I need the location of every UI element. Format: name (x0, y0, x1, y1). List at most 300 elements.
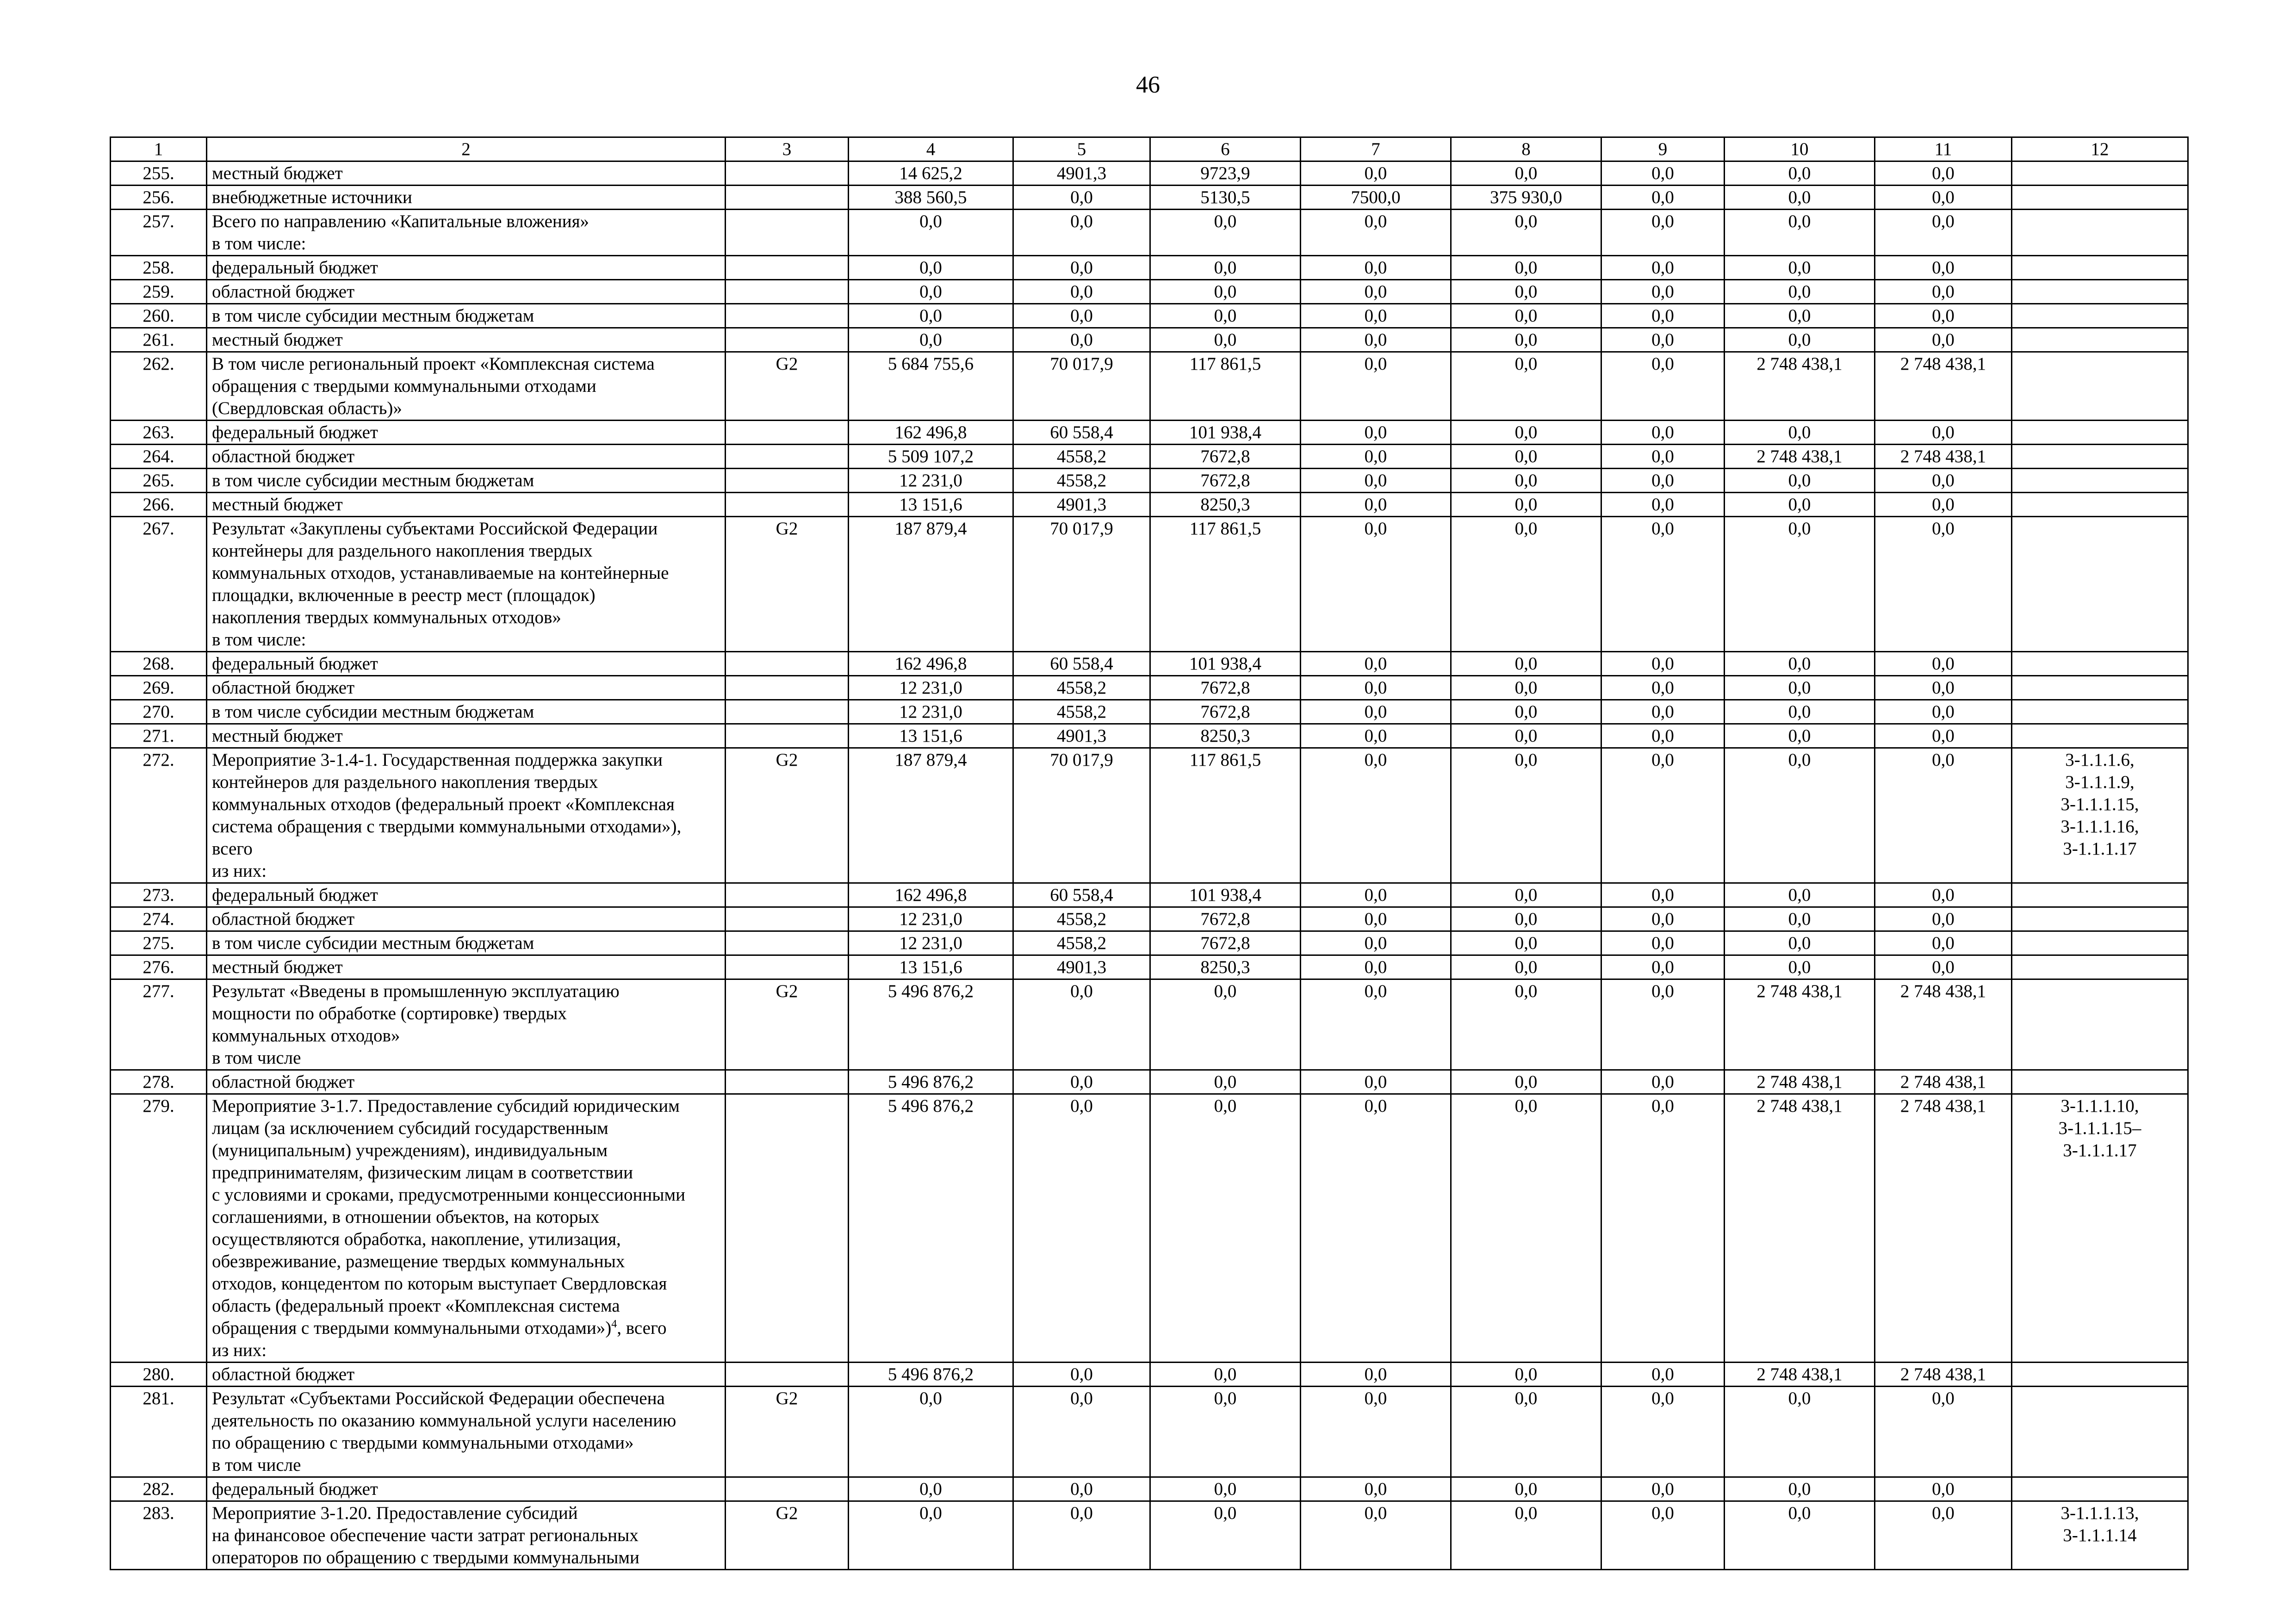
value-cell: 0,0 (1725, 304, 1875, 328)
row-number-cell: 279. (111, 1094, 207, 1363)
row-number-cell: 262. (111, 352, 207, 421)
value-cell: 0,0 (1013, 304, 1150, 328)
value-cell: 0,0 (1601, 517, 1725, 652)
value-cell: 0,0 (1601, 1363, 1725, 1387)
value-cell: 0,0 (1601, 1501, 1725, 1570)
code-cell (726, 469, 849, 493)
value-cell: 0,0 (1601, 955, 1725, 979)
column-header: 6 (1150, 137, 1301, 161)
reference-cell (2012, 652, 2188, 676)
value-cell: 0,0 (1301, 1094, 1451, 1363)
row-number-cell: 256. (111, 186, 207, 210)
value-cell: 2 748 438,1 (1875, 1094, 2012, 1363)
value-cell: 0,0 (849, 210, 1013, 256)
value-cell: 162 496,8 (849, 652, 1013, 676)
column-header: 8 (1451, 137, 1601, 161)
value-cell: 2 748 438,1 (1725, 352, 1875, 421)
description-cell: Мероприятие 3-1.4-1. Государственная поддержка закупки контейнеров для раздельного накопления твердых коммунальных отходов (федеральный проект «Комплексная система обращения с твердыми коммунальными отходами»), всего из них: (207, 748, 726, 883)
value-cell: 12 231,0 (849, 469, 1013, 493)
code-cell (726, 186, 849, 210)
description-cell: в том числе субсидии местным бюджетам (207, 931, 726, 955)
value-cell: 0,0 (1875, 748, 2012, 883)
value-cell: 0,0 (1875, 186, 2012, 210)
value-cell: 0,0 (1451, 161, 1601, 186)
code-cell (726, 955, 849, 979)
reference-cell (2012, 1387, 2188, 1477)
reference-cell (2012, 724, 2188, 748)
value-cell: 0,0 (1301, 955, 1451, 979)
code-cell (726, 1363, 849, 1387)
table-row (111, 445, 2188, 469)
value-cell: 7672,8 (1150, 931, 1301, 955)
table-row (111, 304, 2188, 328)
value-cell: 0,0 (1725, 161, 1875, 186)
value-cell: 0,0 (1875, 724, 2012, 748)
value-cell: 0,0 (1451, 907, 1601, 931)
code-cell (726, 1477, 849, 1501)
value-cell: 7672,8 (1150, 700, 1301, 724)
reference-cell (2012, 328, 2188, 352)
value-cell: 0,0 (1451, 256, 1601, 280)
value-cell: 7672,8 (1150, 676, 1301, 700)
value-cell: 0,0 (1601, 748, 1725, 883)
code-cell (726, 652, 849, 676)
reference-cell (2012, 883, 2188, 907)
table-row (111, 1094, 2188, 1363)
value-cell: 0,0 (1725, 210, 1875, 256)
description-cell: местный бюджет (207, 493, 726, 517)
description-cell: федеральный бюджет (207, 652, 726, 676)
code-cell (726, 931, 849, 955)
reference-cell: 3-1.1.1.6, 3-1.1.1.9, 3-1.1.1.15, 3-1.1.1.16, 3-1.1.1.17 (2012, 748, 2188, 883)
table-row (111, 1363, 2188, 1387)
value-cell: 0,0 (1601, 931, 1725, 955)
value-cell: 8250,3 (1150, 493, 1301, 517)
table-row (111, 421, 2188, 445)
value-cell: 0,0 (1601, 652, 1725, 676)
value-cell: 162 496,8 (849, 421, 1013, 445)
value-cell: 0,0 (1013, 1094, 1150, 1363)
table-row (111, 280, 2188, 304)
value-cell: 0,0 (1150, 210, 1301, 256)
value-cell: 8250,3 (1150, 724, 1301, 748)
value-cell: 0,0 (1301, 1387, 1451, 1477)
code-cell (726, 421, 849, 445)
value-cell: 0,0 (849, 256, 1013, 280)
table-row (111, 676, 2188, 700)
value-cell: 0,0 (1150, 979, 1301, 1070)
value-cell: 2 748 438,1 (1875, 1070, 2012, 1094)
value-cell: 0,0 (1301, 161, 1451, 186)
value-cell: 187 879,4 (849, 748, 1013, 883)
description-cell: федеральный бюджет (207, 421, 726, 445)
value-cell: 0,0 (1875, 955, 2012, 979)
reference-cell (2012, 676, 2188, 700)
table-row (111, 1387, 2188, 1477)
value-cell: 70 017,9 (1013, 352, 1150, 421)
reference-cell: 3-1.1.1.13, 3-1.1.1.14 (2012, 1501, 2188, 1570)
value-cell: 117 861,5 (1150, 352, 1301, 421)
table-row (111, 979, 2188, 1070)
reference-cell (2012, 493, 2188, 517)
description-cell: Результат «Закуплены субъектами Российской Федерации контейнеры для раздельного накопления твердых коммунальных отходов, устанавливаемые на контейнерные площадки, включенные в реестр мест (площадок) накопления твердых коммунальных отходов» в том числе: (207, 517, 726, 652)
value-cell: 0,0 (1301, 700, 1451, 724)
value-cell: 2 748 438,1 (1875, 1363, 2012, 1387)
value-cell: 0,0 (1150, 280, 1301, 304)
table-row (111, 1477, 2188, 1501)
value-cell: 0,0 (1601, 493, 1725, 517)
value-cell: 0,0 (1451, 652, 1601, 676)
value-cell: 0,0 (1725, 493, 1875, 517)
value-cell: 0,0 (1601, 1070, 1725, 1094)
row-number-cell: 277. (111, 979, 207, 1070)
value-cell: 0,0 (1451, 1094, 1601, 1363)
header-row (111, 137, 2188, 161)
value-cell: 60 558,4 (1013, 421, 1150, 445)
value-cell: 0,0 (1601, 469, 1725, 493)
value-cell: 70 017,9 (1013, 748, 1150, 883)
row-number-cell: 273. (111, 883, 207, 907)
row-number-cell: 266. (111, 493, 207, 517)
value-cell: 0,0 (1725, 1477, 1875, 1501)
value-cell: 0,0 (1301, 280, 1451, 304)
table-row (111, 352, 2188, 421)
value-cell: 187 879,4 (849, 517, 1013, 652)
reference-cell (2012, 979, 2188, 1070)
value-cell: 0,0 (1725, 517, 1875, 652)
value-cell: 0,0 (1601, 724, 1725, 748)
value-cell: 4901,3 (1013, 493, 1150, 517)
table-row (111, 700, 2188, 724)
description-cell: областной бюджет (207, 676, 726, 700)
value-cell: 0,0 (1301, 676, 1451, 700)
value-cell: 4901,3 (1013, 955, 1150, 979)
reference-cell (2012, 280, 2188, 304)
value-cell: 0,0 (1013, 979, 1150, 1070)
value-cell: 0,0 (1301, 256, 1451, 280)
reference-cell (2012, 469, 2188, 493)
description-cell: Всего по направлению «Капитальные вложения» в том числе: (207, 210, 726, 256)
value-cell: 0,0 (1601, 280, 1725, 304)
code-cell: G2 (726, 1501, 849, 1570)
value-cell: 60 558,4 (1013, 883, 1150, 907)
value-cell: 0,0 (1875, 304, 2012, 328)
value-cell: 117 861,5 (1150, 748, 1301, 883)
column-header: 12 (2012, 137, 2188, 161)
value-cell: 0,0 (1451, 1387, 1601, 1477)
value-cell: 0,0 (1301, 304, 1451, 328)
value-cell: 0,0 (1301, 979, 1451, 1070)
value-cell: 101 938,4 (1150, 652, 1301, 676)
code-cell: G2 (726, 352, 849, 421)
value-cell: 0,0 (1451, 931, 1601, 955)
value-cell: 162 496,8 (849, 883, 1013, 907)
description-cell: Мероприятие 3-1.20. Предоставление субсидий на финансовое обеспечение части затрат региональных операторов по обращению с твердыми коммунальными (207, 1501, 726, 1570)
value-cell: 0,0 (1725, 421, 1875, 445)
table-row (111, 161, 2188, 186)
description-cell: В том числе региональный проект «Комплексная система обращения с твердыми коммунальными отходами (Свердловская область)» (207, 352, 726, 421)
value-cell: 5 496 876,2 (849, 1363, 1013, 1387)
code-cell (726, 724, 849, 748)
value-cell: 0,0 (1451, 517, 1601, 652)
value-cell: 0,0 (1725, 883, 1875, 907)
value-cell: 7672,8 (1150, 469, 1301, 493)
value-cell: 0,0 (1301, 1501, 1451, 1570)
value-cell: 13 151,6 (849, 493, 1013, 517)
value-cell: 0,0 (849, 304, 1013, 328)
value-cell: 0,0 (1725, 652, 1875, 676)
value-cell: 0,0 (1725, 280, 1875, 304)
column-header: 4 (849, 137, 1013, 161)
row-number-cell: 263. (111, 421, 207, 445)
table-row (111, 328, 2188, 352)
value-cell: 9723,9 (1150, 161, 1301, 186)
table-row (111, 256, 2188, 280)
value-cell: 0,0 (1150, 1363, 1301, 1387)
column-header: 7 (1301, 137, 1451, 161)
value-cell: 4558,2 (1013, 469, 1150, 493)
reference-cell (2012, 161, 2188, 186)
value-cell: 12 231,0 (849, 907, 1013, 931)
value-cell: 0,0 (1301, 748, 1451, 883)
value-cell: 5 496 876,2 (849, 979, 1013, 1070)
value-cell: 0,0 (1601, 421, 1725, 445)
value-cell: 12 231,0 (849, 700, 1013, 724)
value-cell: 12 231,0 (849, 931, 1013, 955)
code-cell (726, 328, 849, 352)
value-cell: 7672,8 (1150, 445, 1301, 469)
code-cell (726, 256, 849, 280)
page-number: 46 (1136, 72, 1160, 98)
code-cell (726, 161, 849, 186)
value-cell: 4901,3 (1013, 724, 1150, 748)
row-number-cell: 272. (111, 748, 207, 883)
value-cell: 0,0 (1301, 210, 1451, 256)
value-cell: 0,0 (1301, 421, 1451, 445)
row-number-cell: 276. (111, 955, 207, 979)
description-cell: в том числе субсидии местным бюджетам (207, 304, 726, 328)
value-cell: 0,0 (1301, 931, 1451, 955)
description-cell: областной бюджет (207, 280, 726, 304)
value-cell: 0,0 (1451, 1070, 1601, 1094)
code-cell (726, 700, 849, 724)
table-row (111, 469, 2188, 493)
row-number-cell: 259. (111, 280, 207, 304)
value-cell: 5 496 876,2 (849, 1070, 1013, 1094)
value-cell: 0,0 (1875, 1387, 2012, 1477)
value-cell: 4558,2 (1013, 907, 1150, 931)
value-cell: 7672,8 (1150, 907, 1301, 931)
value-cell: 0,0 (1725, 676, 1875, 700)
value-cell: 5130,5 (1150, 186, 1301, 210)
description-cell: местный бюджет (207, 724, 726, 748)
value-cell: 0,0 (1601, 700, 1725, 724)
value-cell: 0,0 (1451, 676, 1601, 700)
code-cell (726, 883, 849, 907)
value-cell: 0,0 (1601, 1477, 1725, 1501)
table-row (111, 517, 2188, 652)
footnote-marker: 4 (611, 1318, 617, 1330)
row-number-cell: 278. (111, 1070, 207, 1094)
value-cell: 5 509 107,2 (849, 445, 1013, 469)
value-cell: 117 861,5 (1150, 517, 1301, 652)
value-cell: 0,0 (1601, 445, 1725, 469)
value-cell: 2 748 438,1 (1725, 1363, 1875, 1387)
value-cell: 2 748 438,1 (1875, 445, 2012, 469)
table-row (111, 724, 2188, 748)
description-cell: федеральный бюджет (207, 1477, 726, 1501)
value-cell: 0,0 (1875, 256, 2012, 280)
value-cell: 0,0 (849, 1501, 1013, 1570)
value-cell: 0,0 (1875, 1501, 2012, 1570)
value-cell: 5 496 876,2 (849, 1094, 1013, 1363)
table-row (111, 186, 2188, 210)
value-cell: 2 748 438,1 (1725, 1070, 1875, 1094)
value-cell: 60 558,4 (1013, 652, 1150, 676)
value-cell: 0,0 (1875, 652, 2012, 676)
table-row (111, 931, 2188, 955)
value-cell: 0,0 (1301, 352, 1451, 421)
value-cell: 12 231,0 (849, 676, 1013, 700)
row-number-cell: 283. (111, 1501, 207, 1570)
value-cell: 70 017,9 (1013, 517, 1150, 652)
value-cell: 0,0 (1301, 883, 1451, 907)
description-cell: местный бюджет (207, 161, 726, 186)
value-cell: 0,0 (1601, 1387, 1725, 1477)
value-cell: 0,0 (1451, 493, 1601, 517)
value-cell: 4558,2 (1013, 700, 1150, 724)
value-cell: 0,0 (1013, 328, 1150, 352)
row-number-cell: 280. (111, 1363, 207, 1387)
row-number-cell: 274. (111, 907, 207, 931)
value-cell: 0,0 (1601, 161, 1725, 186)
row-number-cell: 264. (111, 445, 207, 469)
value-cell: 0,0 (1150, 1094, 1301, 1363)
code-cell (726, 1070, 849, 1094)
code-cell (726, 907, 849, 931)
value-cell: 0,0 (1150, 304, 1301, 328)
value-cell: 0,0 (1150, 1070, 1301, 1094)
value-cell: 0,0 (849, 328, 1013, 352)
value-cell: 2 748 438,1 (1725, 445, 1875, 469)
code-cell: G2 (726, 517, 849, 652)
column-header: 2 (207, 137, 726, 161)
value-cell: 0,0 (1601, 352, 1725, 421)
table-row (111, 907, 2188, 931)
value-cell: 0,0 (1150, 328, 1301, 352)
value-cell: 0,0 (1725, 256, 1875, 280)
value-cell: 0,0 (1150, 256, 1301, 280)
reference-cell (2012, 445, 2188, 469)
row-number-cell: 270. (111, 700, 207, 724)
value-cell: 0,0 (1601, 256, 1725, 280)
value-cell: 2 748 438,1 (1875, 352, 2012, 421)
row-number-cell: 268. (111, 652, 207, 676)
value-cell: 0,0 (1013, 256, 1150, 280)
value-cell: 0,0 (1451, 280, 1601, 304)
value-cell: 4558,2 (1013, 931, 1150, 955)
description-cell: в том числе субсидии местным бюджетам (207, 700, 726, 724)
reference-cell (2012, 304, 2188, 328)
code-cell (726, 304, 849, 328)
table-row (111, 955, 2188, 979)
value-cell: 0,0 (1301, 1477, 1451, 1501)
value-cell: 13 151,6 (849, 724, 1013, 748)
value-cell: 0,0 (1875, 493, 2012, 517)
value-cell: 0,0 (1451, 328, 1601, 352)
table-row (111, 652, 2188, 676)
value-cell: 0,0 (1301, 724, 1451, 748)
table-row (111, 1501, 2188, 1570)
value-cell: 0,0 (1601, 210, 1725, 256)
value-cell: 0,0 (1451, 883, 1601, 907)
row-number-cell: 269. (111, 676, 207, 700)
code-cell: G2 (726, 979, 849, 1070)
value-cell: 0,0 (1301, 469, 1451, 493)
row-number-cell: 271. (111, 724, 207, 748)
value-cell: 101 938,4 (1150, 421, 1301, 445)
description-tail: , всего из них: (212, 1318, 667, 1360)
description-cell: в том числе субсидии местным бюджетам (207, 469, 726, 493)
value-cell: 2 748 438,1 (1725, 1094, 1875, 1363)
table-body (111, 161, 2188, 1570)
value-cell: 375 930,0 (1451, 186, 1601, 210)
description-cell: областной бюджет (207, 907, 726, 931)
value-cell: 14 625,2 (849, 161, 1013, 186)
description-cell: местный бюджет (207, 328, 726, 352)
value-cell: 0,0 (1301, 907, 1451, 931)
value-cell: 0,0 (1725, 748, 1875, 883)
value-cell: 0,0 (1451, 210, 1601, 256)
value-cell: 0,0 (1013, 1070, 1150, 1094)
reference-cell: 3-1.1.1.10, 3-1.1.1.15– 3-1.1.1.17 (2012, 1094, 2188, 1363)
value-cell: 0,0 (1451, 469, 1601, 493)
reference-cell (2012, 210, 2188, 256)
value-cell: 0,0 (849, 1387, 1013, 1477)
reference-cell (2012, 517, 2188, 652)
value-cell: 0,0 (1725, 1501, 1875, 1570)
table-row (111, 883, 2188, 907)
row-number-cell: 265. (111, 469, 207, 493)
value-cell: 2 748 438,1 (1725, 979, 1875, 1070)
value-cell: 0,0 (1013, 1501, 1150, 1570)
reference-cell (2012, 186, 2188, 210)
value-cell: 0,0 (1451, 724, 1601, 748)
value-cell: 0,0 (1451, 1477, 1601, 1501)
value-cell: 4558,2 (1013, 676, 1150, 700)
description-cell: областной бюджет (207, 445, 726, 469)
value-cell: 0,0 (1725, 1387, 1875, 1477)
value-cell: 0,0 (1013, 210, 1150, 256)
value-cell: 0,0 (1601, 676, 1725, 700)
value-cell: 0,0 (1301, 652, 1451, 676)
value-cell: 0,0 (1875, 421, 2012, 445)
description-cell: местный бюджет (207, 955, 726, 979)
value-cell: 101 938,4 (1150, 883, 1301, 907)
value-cell: 0,0 (1875, 161, 2012, 186)
description-cell: федеральный бюджет (207, 256, 726, 280)
value-cell: 13 151,6 (849, 955, 1013, 979)
row-number-cell: 275. (111, 931, 207, 955)
row-number-cell: 282. (111, 1477, 207, 1501)
value-cell: 0,0 (1301, 1363, 1451, 1387)
row-number-cell: 261. (111, 328, 207, 352)
value-cell: 0,0 (1013, 280, 1150, 304)
value-cell: 0,0 (1725, 469, 1875, 493)
reference-cell (2012, 1070, 2188, 1094)
value-cell: 0,0 (1875, 931, 2012, 955)
row-number-cell: 281. (111, 1387, 207, 1477)
